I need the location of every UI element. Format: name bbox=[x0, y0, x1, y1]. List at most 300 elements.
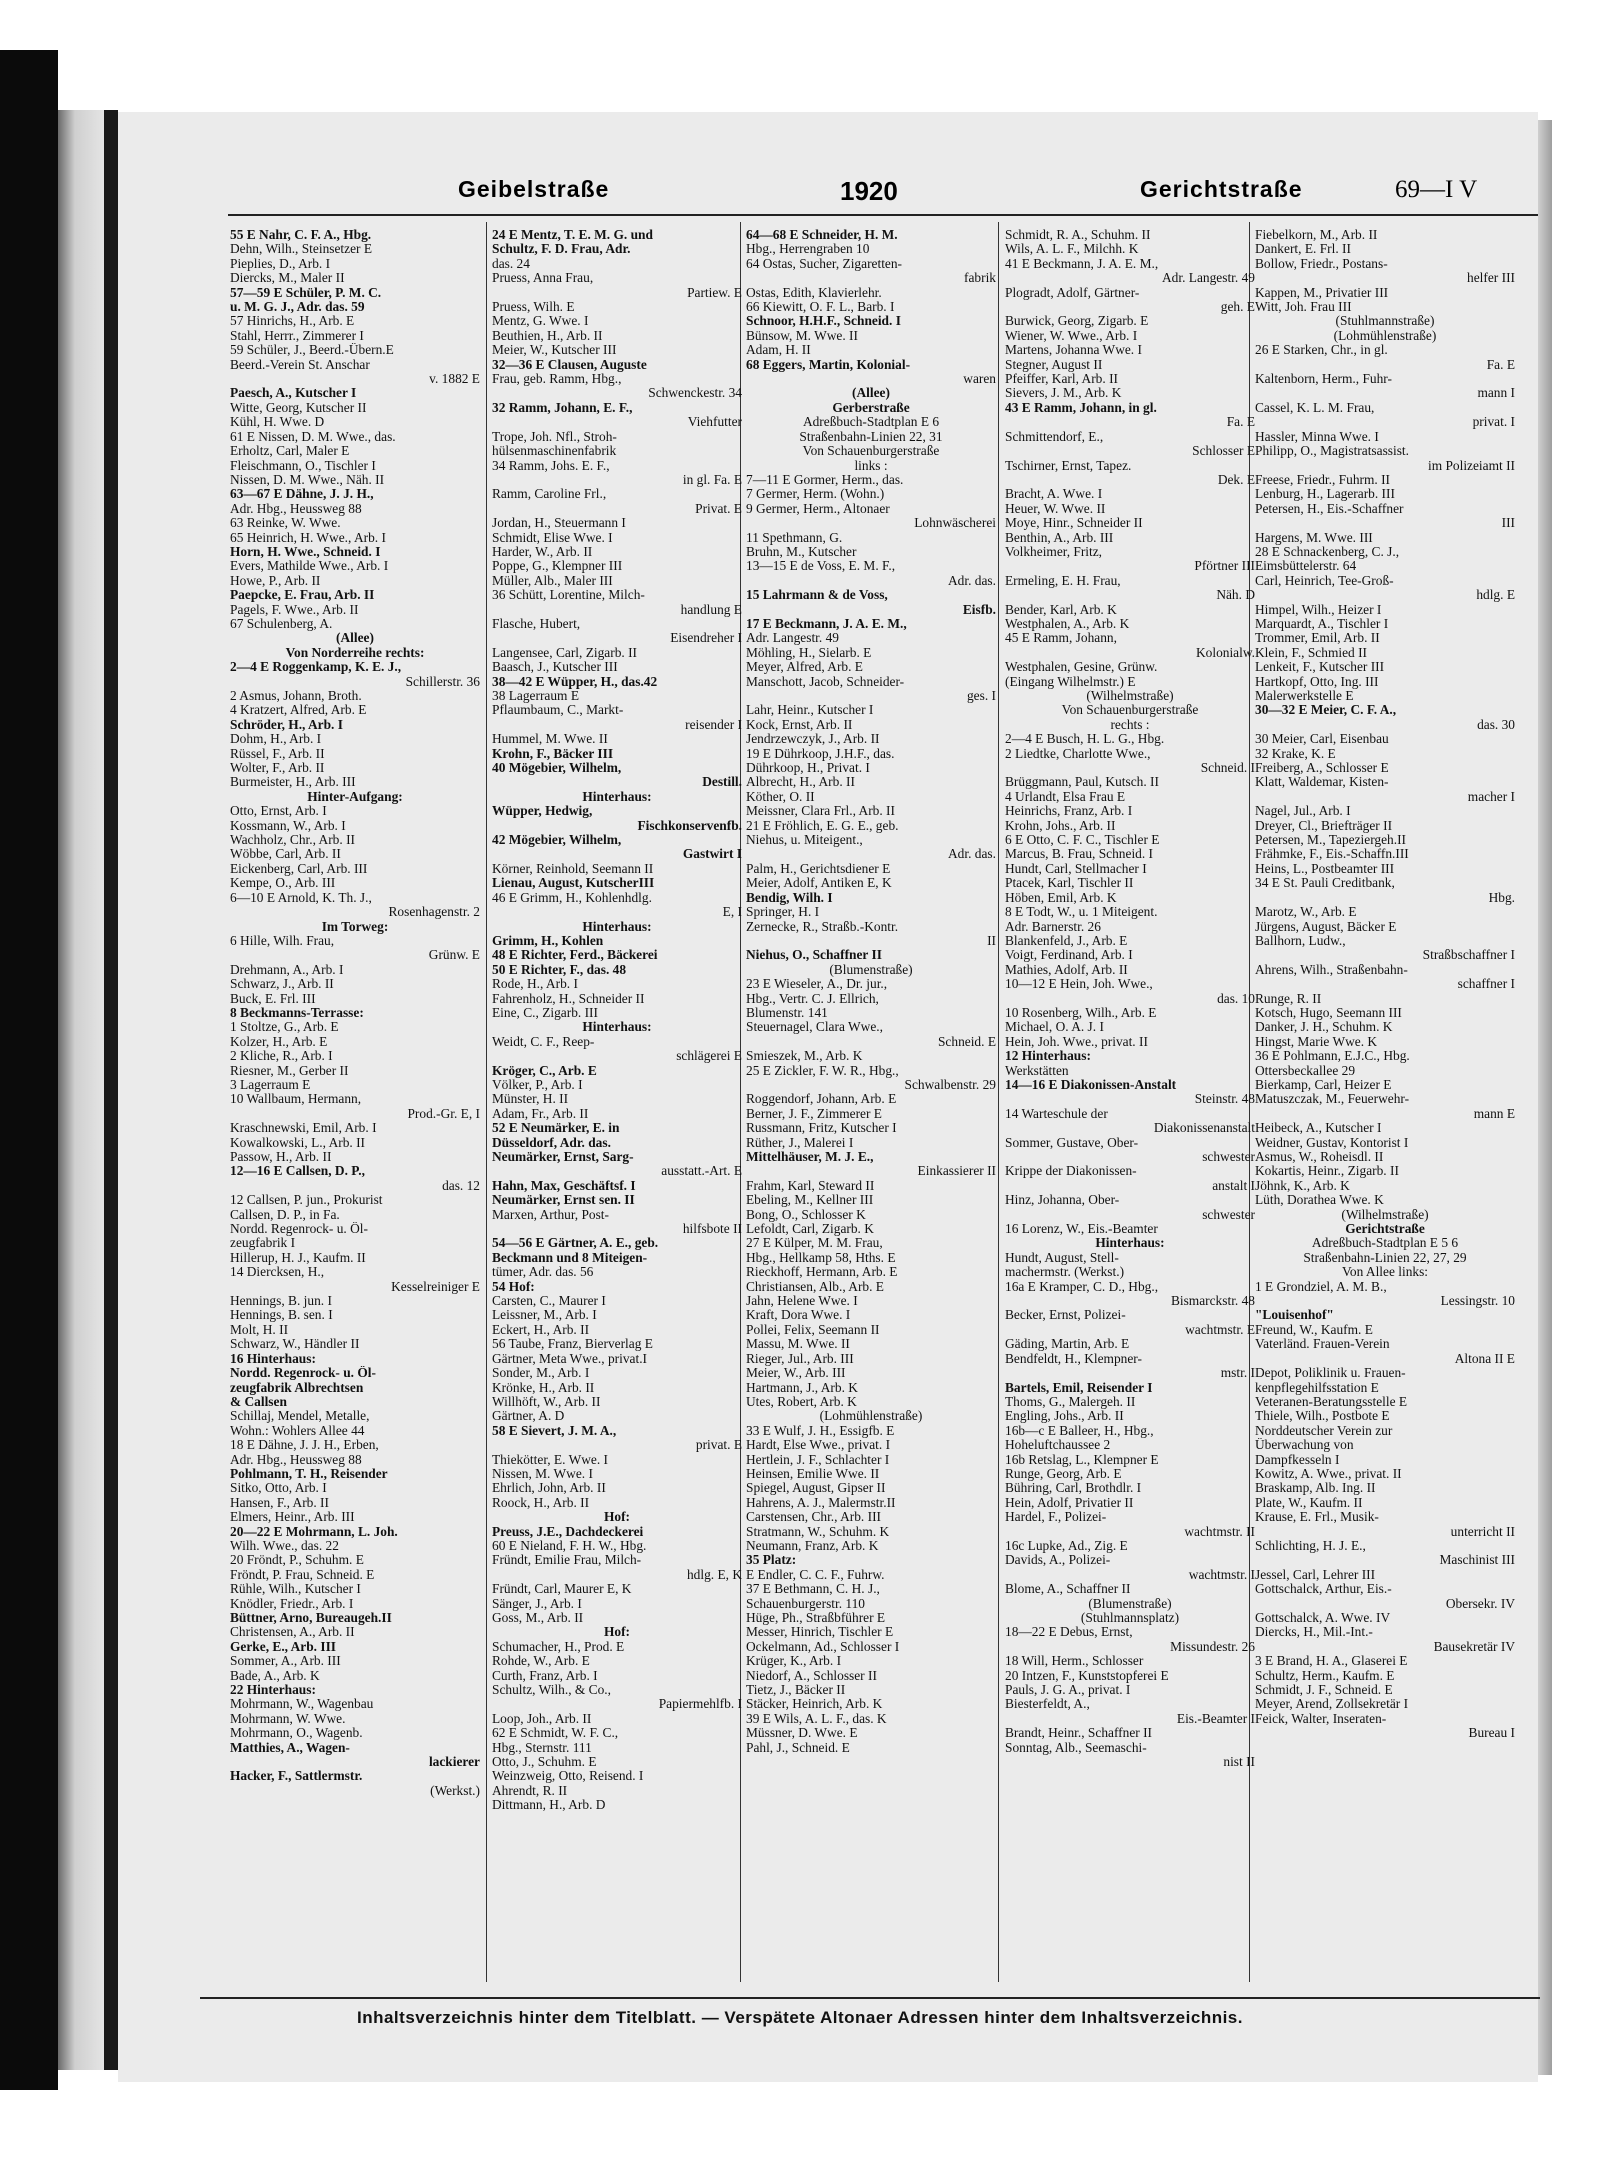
directory-entry: Westphalen, A., Arb. K bbox=[1005, 616, 1130, 631]
directory-entry: Klatt, Waldemar, Kisten- bbox=[1255, 775, 1389, 790]
directory-entry: Hundt, August, Stell- bbox=[1005, 1250, 1119, 1265]
directory-entry: Sommer, Gustave, Ober- bbox=[1005, 1135, 1139, 1150]
book-gutter bbox=[104, 110, 118, 2070]
directory-entry: Jahn, Helene Wwe. I bbox=[746, 1294, 858, 1309]
directory-entry: Vaterländ. Frauen-Verein bbox=[1255, 1337, 1390, 1352]
directory-entry: 2 Asmus, Johann, Broth. bbox=[230, 689, 362, 703]
directory-entry: Schultz, F. D. Frau, Adr. bbox=[492, 242, 631, 257]
column-divider bbox=[486, 222, 487, 1982]
directory-entry: 6—10 E Arnold, K. Th. J., bbox=[230, 890, 372, 905]
directory-entry: Stratmann, W., Schuhm. K bbox=[746, 1524, 890, 1539]
directory-entry: Maschinist III bbox=[1439, 1553, 1515, 1568]
directory-entry: Fründt, Carl, Maurer E, K bbox=[492, 1582, 632, 1597]
directory-entry: Paepcke, E. Frau, Arb. II bbox=[230, 588, 375, 603]
directory-entry: Rühle, Wilh., Kutscher I bbox=[230, 1582, 361, 1597]
directory-entry: Bismarckstr. 48 bbox=[1170, 1294, 1255, 1309]
directory-entry: Hansen, F., Arb. II bbox=[230, 1495, 329, 1510]
directory-entry: 62 E Schmidt, W. F. C., bbox=[492, 1726, 619, 1741]
directory-entry: Ramm, Caroline Frl., bbox=[492, 487, 607, 502]
directory-entry: (Eingang Wilhelmstr.) E bbox=[1005, 674, 1136, 689]
directory-entry: Nordd. Regenrock- u. Öl- bbox=[230, 1222, 368, 1237]
directory-entry: 17 E Beckmann, J. A. E. M., bbox=[746, 616, 907, 631]
directory-entry: 30—32 E Meier, C. F. A., bbox=[1255, 703, 1397, 718]
directory-entry: 18 Will, Herm., Schlosser bbox=[1005, 1654, 1144, 1669]
directory-entry: Eickenberg, Carl, Arb. III bbox=[230, 861, 368, 876]
previous-page-edge bbox=[58, 110, 106, 2070]
directory-entry: Ostas, Edith, Klavierlehr. bbox=[746, 285, 882, 300]
directory-entry: Ahrendt, R. II bbox=[492, 1783, 568, 1798]
directory-entry: Molt, H. II bbox=[230, 1322, 289, 1337]
directory-entry: Ermeling, E. H. Frau, bbox=[1005, 573, 1121, 588]
directory-entry: Ehrlich, John, Arb. II bbox=[492, 1481, 606, 1496]
directory-entry: Ptacek, Karl, Tischler II bbox=[1005, 876, 1134, 891]
page-footer-note: Inhaltsverzeichnis hinter dem Titelblatt. — Verspätete Altonaer Adressen hinter dem Inhaltsverzeichnis. bbox=[356, 2008, 1243, 2027]
directory-entry: 10—12 E Hein, Joh. Wwe., bbox=[1005, 977, 1153, 992]
directory-entry: Kowitz, A. Wwe., privat. II bbox=[1255, 1466, 1402, 1481]
directory-entry: Beerd.-Verein St. Anschar bbox=[230, 357, 370, 372]
directory-entry: 65 Heinrich, H. Wwe., Arb. I bbox=[230, 530, 386, 545]
directory-entry: Straßenbahn-Linien 22, 27, 29 bbox=[1303, 1250, 1467, 1265]
directory-entry: Diercks, M., Maler II bbox=[230, 271, 345, 286]
directory-entry: Obersekr. IV bbox=[1445, 1596, 1515, 1611]
directory-entry: 16c Lupke, Ad., Zig. E bbox=[1005, 1538, 1128, 1553]
directory-entry: 58 E Sievert, J. M. A., bbox=[492, 1423, 617, 1438]
directory-entry: Schmittendorf, E., bbox=[1005, 429, 1104, 444]
directory-entry: Paesch, A., Kutscher I bbox=[230, 386, 357, 401]
directory-entry: Trommer, Emil, Arb. II bbox=[1255, 631, 1380, 646]
directory-entry: Kröger, C., Arb. E bbox=[492, 1063, 597, 1078]
directory-entry: Lessingstr. 10 bbox=[1440, 1294, 1515, 1309]
directory-entry: 36 Schütt, Lorentine, Milch- bbox=[492, 588, 645, 603]
directory-entry: Dittmann, H., Arb. D bbox=[492, 1798, 606, 1813]
directory-entry: Nissen, M. Wwe. I bbox=[492, 1466, 593, 1481]
directory-entry: Ebeling, M., Kellner III bbox=[746, 1193, 874, 1208]
directory-entry: Carstensen, Chr., Arb. III bbox=[746, 1510, 881, 1525]
directory-entry: Weidt, C. F., Reep- bbox=[492, 1034, 595, 1049]
directory-entry: Papiermehlfb. I bbox=[658, 1697, 742, 1712]
directory-entry: 23 E Wieseler, A., Dr. jur., bbox=[746, 977, 888, 992]
directory-entry: Wilh. Wwe., das. 22 bbox=[230, 1538, 339, 1553]
directory-entry: Himpel, Wilh., Heizer I bbox=[1255, 602, 1382, 617]
directory-entry: Pahl, J., Schneid. E bbox=[746, 1740, 850, 1755]
directory-entry: Ockelmann, Ad., Schlosser I bbox=[746, 1639, 900, 1654]
directory-entry: Hinter-Aufgang: bbox=[307, 789, 403, 804]
directory-entry: Messer, Hinrich, Tischler E bbox=[746, 1625, 894, 1640]
directory-entry: Jürgens, August, Bäcker E bbox=[1255, 919, 1397, 934]
directory-entry: 12—16 E Callsen, D. P., bbox=[230, 1164, 365, 1179]
directory-entry: 28 E Schnackenberg, C. J., bbox=[1255, 544, 1400, 559]
directory-entry: Bühring, Carl, Brothdlr. I bbox=[1005, 1481, 1142, 1496]
directory-entry: Schwenckestr. 34 bbox=[648, 386, 742, 401]
directory-entry: Benthin, A., Arb. III bbox=[1005, 530, 1114, 545]
directory-entry: Bureau I bbox=[1468, 1726, 1515, 1741]
directory-entry: Freund, W., Kaufm. E bbox=[1255, 1322, 1373, 1337]
directory-entry: 18—22 E Debus, Ernst, bbox=[1005, 1625, 1133, 1640]
directory-entry: Veteranen-Beratungsstelle E bbox=[1255, 1394, 1408, 1409]
directory-entry: Gottschalck, Arthur, Eis.- bbox=[1255, 1582, 1392, 1597]
directory-entry: Destill. bbox=[702, 775, 742, 790]
column-divider bbox=[998, 222, 999, 1982]
directory-entry: Flasche, Hubert, bbox=[492, 616, 581, 631]
directory-entry: Fahrenholz, H., Schneider II bbox=[492, 991, 645, 1006]
directory-entry: 32 Krake, K. E bbox=[1255, 746, 1336, 761]
directory-entry: Kraschnewski, Emil, Arb. I bbox=[230, 1121, 377, 1136]
directory-entry: Roock, H., Arb. II bbox=[492, 1495, 590, 1510]
directory-entry: 25 E Zickler, F. W. R., Hbg., bbox=[746, 1063, 899, 1078]
directory-entry: Bartels, Emil, Reisender I bbox=[1005, 1380, 1153, 1395]
directory-entry: Drehmann, A., Arb. I bbox=[230, 962, 344, 977]
directory-entry: Hbg., Hellkamp 58, Hths. E bbox=[746, 1250, 896, 1265]
directory-entry: 1 E Grondziel, A. M. B., bbox=[1255, 1279, 1387, 1294]
directory-entry: 61 E Nissen, D. M. Wwe., das. bbox=[230, 429, 396, 444]
directory-entry: 15 Lahrmann & de Voss, bbox=[746, 588, 888, 603]
directory-entry: Erholtz, Carl, Maler E bbox=[230, 444, 350, 459]
directory-entry: Lefoldt, Carl, Zigarb. K bbox=[746, 1222, 874, 1237]
directory-entry: Sievers, J. M., Arb. K bbox=[1005, 386, 1122, 401]
directory-entry: (Allee) bbox=[852, 386, 890, 401]
directory-entry: Michael, O. A. J. I bbox=[1005, 1020, 1104, 1035]
directory-entry: Baasch, J., Kutscher III bbox=[492, 660, 618, 675]
directory-entry: Dührkoop, H., Privat. I bbox=[746, 761, 870, 776]
directory-entry: schlägerei E bbox=[676, 1049, 742, 1064]
directory-entry: mstr. I bbox=[1220, 1366, 1255, 1381]
directory-entry: Blome, A., Schaffner II bbox=[1005, 1582, 1131, 1597]
directory-entry: 18 E Dähne, J. J. H., Erben, bbox=[230, 1438, 379, 1453]
directory-entry: Schneid. E bbox=[937, 1034, 996, 1049]
directory-entry: Pieplies, D., Arb. I bbox=[230, 256, 331, 271]
directory-entry: 24 E Mentz, T. E. M. G. und bbox=[492, 228, 653, 242]
directory-entry: Kraft, Dora Wwe. I bbox=[746, 1308, 851, 1323]
directory-entry: Mohrmann, W., Wagenbau bbox=[230, 1697, 374, 1712]
directory-entry: Rüssel, F., Arb. II bbox=[230, 746, 325, 761]
directory-entry: Adr. Barnerstr. 26 bbox=[1005, 919, 1101, 934]
directory-entry: Eine, C., Zigarb. III bbox=[492, 1005, 598, 1020]
directory-entry: Hof: bbox=[603, 1625, 631, 1640]
directory-entry: 20 Intzen, F., Kunststopferei E bbox=[1005, 1668, 1169, 1683]
directory-entry: (Stuhlmannsplatz) bbox=[1080, 1611, 1180, 1625]
directory-entry: 22 Hinterhaus: bbox=[230, 1683, 316, 1698]
directory-entry: Kolzer, H., Arb. E bbox=[230, 1034, 328, 1049]
directory-entry: Hein, Adolf, Privatier II bbox=[1005, 1495, 1134, 1510]
directory-entry: 16b—c E Balleer, H., Hbg., bbox=[1005, 1423, 1154, 1438]
directory-entry: Krüger, K., Arb. I bbox=[746, 1654, 842, 1669]
directory-entry: Rüther, J., Malerei I bbox=[746, 1135, 854, 1150]
directory-entry: Rohde, W., Arb. E bbox=[492, 1654, 590, 1669]
directory-entry: Poppe, G., Klempner III bbox=[492, 559, 623, 574]
directory-entry: (Wilhelmstraße) bbox=[1086, 689, 1174, 703]
directory-entry: Schlosser E bbox=[1192, 444, 1255, 459]
directory-entry: Witt, Joh. Frau III bbox=[1255, 300, 1352, 315]
directory-entry: macher I bbox=[1467, 789, 1515, 804]
directory-entry: Näh. D bbox=[1216, 588, 1255, 603]
directory-entry: Höben, Emil, Arb. K bbox=[1005, 890, 1117, 905]
directory-entry: Straßenbahn-Linien 22, 31 bbox=[799, 429, 943, 444]
directory-entry: 3 Lagerraum E bbox=[230, 1077, 311, 1092]
directory-entry: Passow, H., Arb. II bbox=[230, 1150, 332, 1164]
directory-entry: Fründt, Emilie Frau, Milch- bbox=[492, 1553, 642, 1568]
directory-entry: Fa. E bbox=[1486, 357, 1515, 372]
directory-entry: Nordd. Regenrock- u. Öl- bbox=[230, 1366, 376, 1381]
directory-entry: Schillerstr. 36 bbox=[405, 674, 480, 689]
directory-entry: Adr. Langestr. 49 bbox=[746, 631, 839, 646]
directory-entry: Müller, Alb., Maler III bbox=[492, 573, 613, 588]
directory-entry: 12 Callsen, P. jun., Prokurist bbox=[230, 1193, 383, 1208]
directory-entry: Plate, W., Kaufm. II bbox=[1255, 1495, 1363, 1510]
directory-entry: Bierkamp, Carl, Heizer E bbox=[1255, 1077, 1392, 1092]
directory-entry: Krönke, H., Arb. II bbox=[492, 1380, 595, 1395]
directory-entry: Willhöft, W., Arb. II bbox=[492, 1394, 601, 1409]
directory-entry: Lüth, Dorathea Wwe. K bbox=[1255, 1193, 1384, 1208]
directory-entry: Voigt, Ferdinand, Arb. I bbox=[1005, 948, 1133, 963]
directory-entry: privat. E bbox=[695, 1438, 742, 1453]
directory-entry: Bender, Karl, Arb. K bbox=[1005, 602, 1117, 617]
directory-entry: Straßbschaffner I bbox=[1422, 948, 1515, 963]
directory-entry: Schillaj, Mendel, Metalle, bbox=[230, 1409, 370, 1424]
directory-entry: Heuer, W. Wwe. II bbox=[1005, 501, 1106, 516]
header-year: 1920 bbox=[840, 176, 898, 206]
directory-entry: Petersen, M., Tapeziergeh.II bbox=[1255, 833, 1407, 848]
directory-entry: Wachholz, Chr., Arb. II bbox=[230, 833, 355, 848]
directory-entry: Adreßbuch-Stadtplan E 6 bbox=[802, 415, 940, 430]
directory-entry: Bünsow, M. Wwe. II bbox=[746, 328, 858, 343]
directory-entry: Wüpper, Hedwig, bbox=[492, 804, 593, 819]
directory-entry: Düsseldorf, Adr. das. bbox=[492, 1135, 611, 1150]
directory-entry: Langensee, Carl, Zigarb. II bbox=[492, 645, 638, 660]
directory-entry: Fröndt, P. Frau, Schneid. E bbox=[230, 1567, 375, 1582]
directory-entry: Wiener, W. Wwe., Arb. I bbox=[1005, 328, 1138, 343]
directory-entry: Kaltenborn, Herm., Fuhr- bbox=[1255, 372, 1392, 387]
directory-entry: Dreyer, Cl., Briefträger II bbox=[1255, 818, 1393, 833]
header-page-number: 69—I V bbox=[1395, 176, 1478, 203]
directory-entry: Körner, Reinhold, Seemann II bbox=[492, 861, 654, 876]
directory-entry: 8 E Todt, W., u. 1 Miteigent. bbox=[1005, 905, 1158, 920]
directory-entry: Massu, M. Wwe. II bbox=[746, 1337, 850, 1352]
directory-entry: (Werkst.) bbox=[430, 1783, 480, 1798]
directory-entry: Schwalbenstr. 29 bbox=[904, 1077, 996, 1092]
directory-entry: Lenkeit, F., Kutscher III bbox=[1255, 660, 1385, 675]
directory-entry: Privat. E bbox=[695, 501, 742, 516]
directory-entry: schwester bbox=[1202, 1207, 1255, 1222]
directory-entry: Heins, L., Postbeamter III bbox=[1255, 861, 1395, 876]
directory-entry: Schröder, H., Arb. I bbox=[230, 717, 343, 732]
directory-entry: Mentz, G. Wwe. I bbox=[492, 314, 589, 329]
directory-entry: 60 E Nieland, F. H. W., Hbg. bbox=[492, 1538, 647, 1553]
directory-entry: Kowalkowski, L., Arb. II bbox=[230, 1135, 366, 1150]
directory-entry: Matuszczak, M., Feuerwehr- bbox=[1255, 1092, 1410, 1107]
directory-entry: Hahn, Max, Geschäftsf. I bbox=[492, 1178, 636, 1193]
directory-entry: E, I bbox=[722, 905, 742, 920]
directory-entry: Ottersbeckallee 29 bbox=[1255, 1063, 1356, 1078]
directory-entry: Schultz, Wilh., & Co., bbox=[492, 1683, 611, 1698]
directory-entry: Harder, W., Arb. II bbox=[492, 544, 593, 559]
directory-entry: Heinsen, Emilie Wwe. II bbox=[746, 1466, 880, 1481]
directory-entry: Schauenburgerstr. 110 bbox=[746, 1596, 866, 1611]
directory-entry: Brüggmann, Paul, Kutsch. II bbox=[1005, 775, 1159, 790]
directory-entry: 56 Taube, Franz, Bierverlag E bbox=[492, 1337, 653, 1352]
directory-entry: Danker, J. H., Schuhm. K bbox=[1255, 1020, 1393, 1035]
directory-entry: 2—4 E Busch, H. L. G., Hbg. bbox=[1005, 732, 1165, 747]
directory-entry: Evers, Mathilde Wwe., Arb. I bbox=[230, 559, 389, 574]
directory-entry: 39 E Wils, A. L. F., das. K bbox=[746, 1711, 887, 1726]
directory-entry: 59 Schüler, J., Beerd.-Übern.E bbox=[230, 343, 394, 358]
directory-entry: Eisendreher I bbox=[670, 631, 742, 646]
directory-entry: Hargens, M. Wwe. III bbox=[1255, 530, 1373, 545]
directory-entry: Niehus, u. Miteigent., bbox=[746, 833, 863, 848]
directory-entry: Steinstr. 48 bbox=[1194, 1092, 1255, 1107]
directory-entry: Schlichting, H. J. E., bbox=[1255, 1538, 1366, 1553]
directory-entry: 10 Wallbaum, Hermann, bbox=[230, 1092, 362, 1107]
directory-entry: 34 E St. Pauli Creditbank, bbox=[1255, 876, 1395, 891]
directory-entry: Hinterhaus: bbox=[582, 919, 652, 934]
directory-entry: Adr. das. bbox=[948, 573, 996, 588]
directory-entry: Moye, Hinr., Schneider II bbox=[1005, 516, 1143, 531]
directory-entry: Klein, F., Schmied II bbox=[1255, 645, 1367, 660]
directory-entry: Becker, Ernst, Polizei- bbox=[1005, 1308, 1126, 1323]
directory-entry: Krohn, Johs., Arb. II bbox=[1005, 818, 1116, 833]
directory-entry: Heibeck, A., Kutscher I bbox=[1255, 1121, 1382, 1136]
directory-entry: Möhling, H., Sielarb. E bbox=[746, 645, 872, 660]
directory-entry: 16a E Kramper, C. D., Hbg., bbox=[1005, 1279, 1159, 1294]
directory-entry: Schneid. I bbox=[1200, 761, 1255, 776]
directory-entry: Runge, R. II bbox=[1255, 991, 1322, 1006]
directory-entry: Kempe, O., Arb. III bbox=[230, 876, 336, 891]
directory-entry: Bruhn, M., Kutscher bbox=[746, 544, 857, 559]
directory-entry: Münster, H. II bbox=[492, 1092, 569, 1107]
directory-entry: 20—22 E Mohrmann, L. Joh. bbox=[230, 1524, 398, 1539]
directory-entry: Meissner, Clara Frl., Arb. II bbox=[746, 804, 895, 819]
directory-entry: Heinrichs, Franz, Arb. I bbox=[1005, 804, 1133, 819]
directory-entry: machermstr. (Werkst.) bbox=[1005, 1265, 1125, 1280]
directory-entry: kenpflegehilfsstation E bbox=[1255, 1380, 1379, 1395]
directory-entry: Mathies, Adolf, Arb. II bbox=[1005, 962, 1128, 977]
directory-entry: Gärtner, Meta Wwe., privat.I bbox=[492, 1351, 648, 1366]
directory-entry: 33 E Wulf, J. H., Essigfb. E bbox=[746, 1423, 895, 1438]
directory-entry: 1 Stoltze, G., Arb. E bbox=[230, 1020, 339, 1035]
directory-entry: Braskamp, Alb. Ing. II bbox=[1255, 1481, 1376, 1496]
directory-entry: 35 Platz: bbox=[746, 1553, 797, 1568]
directory-entry: Ballhorn, Ludw., bbox=[1255, 933, 1346, 948]
directory-entry: ges. I bbox=[966, 689, 996, 703]
directory-entry: Schultz, Herm., Kaufm. E bbox=[1255, 1668, 1395, 1683]
directory-entry: Hacker, F., Sattlermstr. bbox=[230, 1769, 363, 1784]
directory-entry: Hbg., Herrengraben 10 bbox=[746, 242, 870, 257]
directory-entry: 3 E Brand, H. A., Glaserei E bbox=[1255, 1654, 1408, 1669]
directory-entry: (Wilhelmstraße) bbox=[1341, 1207, 1429, 1222]
directory-entry: Zernecke, R., Straßb.-Kontr. bbox=[746, 919, 899, 934]
page-right-edge bbox=[1538, 120, 1552, 2075]
directory-entry: Sitko, Otto, Arb. I bbox=[230, 1481, 327, 1496]
directory-entry: Nagel, Jul., Arb. I bbox=[1255, 804, 1351, 819]
directory-entry: Gerberstraße bbox=[832, 400, 910, 415]
directory-entry: Wöbbe, Carl, Arb. II bbox=[230, 847, 341, 862]
directory-entry: das. 30 bbox=[1477, 717, 1515, 732]
directory-entry: Witte, Georg, Kutscher II bbox=[230, 400, 367, 415]
directory-entry: Elmers, Heinr., Arb. III bbox=[230, 1510, 355, 1525]
directory-entry: Gärtner, A. D bbox=[492, 1409, 565, 1424]
directory-entry: 67 Schulenberg, A. bbox=[230, 616, 333, 631]
directory-entry: "Louisenhof" bbox=[1255, 1308, 1334, 1323]
directory-entry: Hardel, F., Polizei- bbox=[1005, 1510, 1107, 1525]
directory-entry: Schumacher, H., Prod. E bbox=[492, 1639, 625, 1654]
directory-entry: Berner, J. F., Zimmerer E bbox=[746, 1106, 882, 1121]
directory-entry: Christiansen, Alb., Arb. E bbox=[746, 1279, 884, 1294]
directory-entry: Adr. Langestr. 49 bbox=[1162, 271, 1255, 286]
directory-entry: Einkassierer II bbox=[917, 1164, 996, 1179]
directory-entry: 19 E Dührkoop, J.H.F., das. bbox=[746, 746, 895, 761]
directory-entry: Diercks, H., Mil.-Int.- bbox=[1255, 1625, 1373, 1640]
directory-entry: Cassel, K. L. M. Frau, bbox=[1255, 400, 1375, 415]
directory-entry: III bbox=[1501, 516, 1515, 531]
directory-entry: Beckmann und 8 Miteigen- bbox=[492, 1250, 648, 1265]
directory-entry: Hardt, Else Wwe., privat. I bbox=[746, 1438, 891, 1453]
directory-entry: Rieger, Jul., Arb. III bbox=[746, 1351, 854, 1366]
directory-entry: 4 Urlandt, Elsa Frau E bbox=[1005, 789, 1126, 804]
directory-entry: Otto, Ernst, Arb. I bbox=[230, 804, 327, 819]
directory-entry: v. 1882 E bbox=[429, 372, 480, 387]
directory-entry: Tschirner, Ernst, Tapez. bbox=[1005, 458, 1132, 473]
directory-entry: Freese, Friedr., Fuhrm. II bbox=[1255, 472, 1390, 487]
directory-entry: Schnoor, H.H.F., Schneid. I bbox=[746, 314, 901, 329]
directory-entry: Völker, P., Arb. I bbox=[492, 1077, 583, 1092]
directory-entry: Schmidt, R. A., Schuhm. II bbox=[1005, 228, 1151, 242]
directory-entry: Volkheimer, Fritz, bbox=[1005, 544, 1103, 559]
directory-entry: Sonder, M., Arb. I bbox=[492, 1366, 590, 1381]
directory-entry: wachtmstr. I bbox=[1188, 1567, 1255, 1582]
directory-entry: Runge, Georg, Arb. E bbox=[1005, 1466, 1122, 1481]
directory-entry: 6 E Otto, C. F. C., Tischler E bbox=[1005, 833, 1160, 848]
directory-column-3 bbox=[746, 228, 996, 1973]
header-right-street: Gerichtstraße bbox=[1140, 176, 1303, 202]
directory-entry: Carsten, C., Maurer I bbox=[492, 1294, 606, 1309]
directory-entry: 26 E Starken, Chr., in gl. bbox=[1255, 343, 1388, 358]
directory-entry: 57—59 E Schüler, P. M. C. bbox=[230, 285, 382, 300]
directory-entry: ausstatt.-Art. E bbox=[661, 1164, 742, 1179]
directory-entry: (Lohmühlenstraße) bbox=[1333, 328, 1437, 343]
directory-entry: Kokartis, Heinr., Zigarb. II bbox=[1255, 1164, 1399, 1179]
directory-entry: Frahm, Karl, Steward II bbox=[746, 1178, 875, 1193]
directory-entry: Bong, O., Schlosser K bbox=[746, 1207, 866, 1222]
directory-entry: (Allee) bbox=[336, 631, 374, 646]
directory-entry: Grimm, H., Kohlen bbox=[492, 933, 604, 948]
directory-entry: Martens, Johanna Wwe. I bbox=[1005, 343, 1142, 358]
directory-entry: 9 Germer, Herm., Altonaer bbox=[746, 501, 890, 516]
directory-entry: Pauls, J. G. A., privat. I bbox=[1005, 1683, 1131, 1698]
directory-entry: Altona II E bbox=[1454, 1351, 1515, 1366]
directory-entry: Hartkopf, Otto, Ing. III bbox=[1255, 674, 1379, 689]
directory-entry: Bade, A., Arb. K bbox=[230, 1668, 320, 1683]
directory-entry: Goss, M., Arb. II bbox=[492, 1611, 584, 1625]
directory-entry: Freiberg, A., Schlosser E bbox=[1255, 761, 1389, 776]
directory-entry: 41 E Beckmann, J. A. E. M., bbox=[1005, 256, 1159, 271]
directory-entry: Hinterhaus: bbox=[582, 1020, 652, 1035]
directory-entry: Hingst, Marie Wwe. K bbox=[1255, 1034, 1378, 1049]
directory-entry: Palm, H., Gerichtsdiener E bbox=[746, 861, 891, 876]
directory-entry: (Blumenstraße) bbox=[1088, 1596, 1172, 1611]
directory-entry: Hahrens, A. J., Malermstr.II bbox=[746, 1495, 896, 1510]
directory-entry: Missundestr. 26 bbox=[1170, 1639, 1255, 1654]
directory-entry: Kotsch, Hugo, Seemann III bbox=[1255, 1005, 1402, 1020]
directory-entry: 2 Liedtke, Charlotte Wwe., bbox=[1005, 746, 1151, 761]
directory-entry: Hassler, Minna Wwe. I bbox=[1255, 429, 1379, 444]
directory-entry: unterricht II bbox=[1450, 1524, 1515, 1539]
directory-entry: reisender I bbox=[685, 717, 742, 732]
directory-entry: Hundt, Carl, Stellmacher I bbox=[1005, 861, 1147, 876]
directory-entry: Dampfkesseln I bbox=[1255, 1452, 1340, 1467]
directory-entry: Davids, A., Polizei- bbox=[1005, 1553, 1111, 1568]
directory-entry: Gäding, Martin, Arb. E bbox=[1005, 1337, 1130, 1352]
directory-entry: Werkstätten bbox=[1005, 1063, 1069, 1078]
directory-entry: Pruess, Wilh. E bbox=[492, 300, 575, 315]
